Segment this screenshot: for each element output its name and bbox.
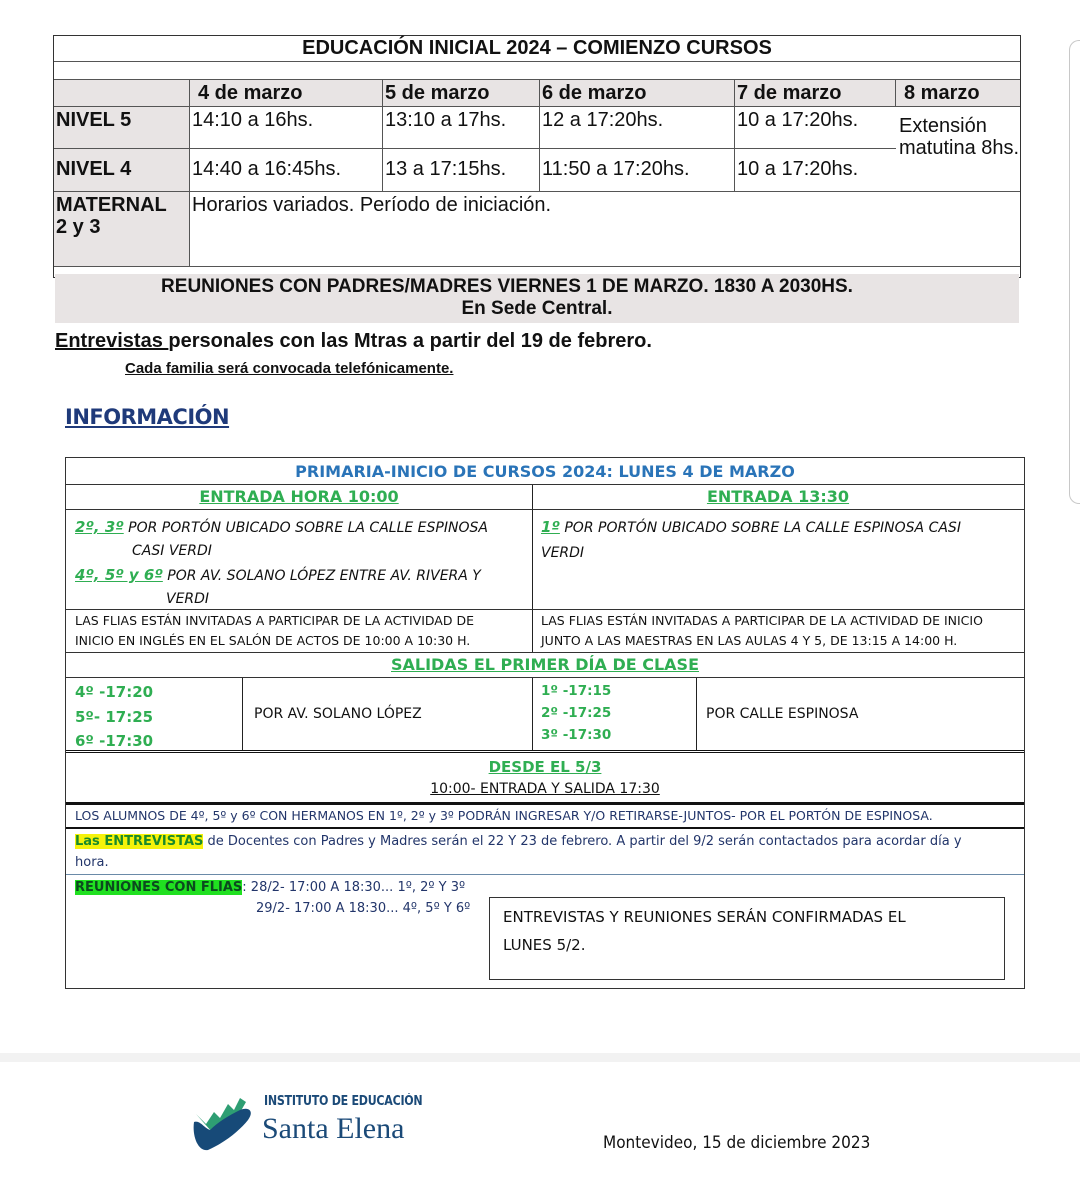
logo-subtitle: INSTITUTO DE EDUCACIÓN — [264, 1094, 423, 1109]
exit-time: 4º -17:20 — [75, 683, 154, 701]
entrada-left-line — [75, 563, 532, 588]
entrevistas-line — [55, 330, 652, 353]
time-cell: 13 a 17:15hs. — [383, 149, 540, 191]
scrollbar[interactable] — [1069, 40, 1080, 504]
grade-1: 1º — [541, 518, 560, 536]
flias-left-line: INICIO EN INGLÉS EN EL SALÓN DE ACTOS DE 10:00 A 10:30 H. — [75, 633, 471, 648]
flias-right — [532, 610, 1024, 652]
entrada-header-row — [66, 485, 1024, 510]
santa-elena-logo-icon — [192, 1092, 260, 1152]
entrada-right-detail — [532, 510, 1024, 609]
flias-left-line: LAS FLIAS ESTÁN INVITADAS A PARTICIPAR DE LA ACTIVIDAD DE — [75, 613, 474, 628]
date-header: 4 de marzo — [190, 80, 383, 106]
flias-row — [66, 610, 1024, 653]
time-cell: 13:10 a 17hs. — [383, 107, 540, 148]
salidas-header-row — [66, 653, 1024, 678]
flias-left — [66, 610, 532, 652]
levels-body — [54, 107, 1020, 192]
entrada-right-label: ENTRADA 13:30 — [706, 487, 850, 506]
maternal-text: Horarios variados. Período de iniciación. — [192, 194, 552, 216]
date-header: 6 de marzo — [540, 80, 735, 106]
entrevistas-text: hora. — [75, 855, 109, 870]
time-cell: 14:10 a 16hs. — [190, 107, 383, 148]
day8-note: Extensión matutina 8hs. — [899, 115, 1020, 159]
date-header: 5 de marzo — [383, 80, 540, 106]
date-header: 7 de marzo — [735, 80, 896, 106]
page-separator — [0, 1053, 1080, 1062]
flias-right-line: JUNTO A LAS MAESTRAS EN LAS AULAS 4 Y 5, DE 13:15 A 14:00 H. — [541, 633, 958, 648]
desde-title-wrap — [66, 753, 1024, 779]
entrada-left-text: POR PORTÓN UBICADO SOBRE LA CALLE ESPINOSA — [123, 520, 488, 536]
maternal-label-line2: 2 y 3 — [56, 216, 101, 238]
maternal-label-line1: MATERNAL — [56, 194, 167, 216]
desde-row — [66, 753, 1024, 805]
primaria-title: PRIMARIA-INICIO DE CURSOS 2024: LUNES 4 DE MARZO — [66, 458, 1024, 485]
entrada-left-line — [75, 515, 532, 540]
header-empty-cell — [54, 80, 190, 106]
salidas-left-via: POR AV. SOLANO LÓPEZ — [254, 706, 422, 722]
dates-header-row — [54, 80, 1020, 107]
exit-time: 6º -17:30 — [75, 732, 154, 750]
informacion-heading: INFORMACIÓN — [65, 405, 230, 429]
maternal-label — [54, 192, 190, 266]
entrada-detail-row — [66, 510, 1024, 610]
reuniones-line1: REUNIONES CON PADRES/MADRES VIERNES 1 DE MARZO. 1830 A 2030HS. — [161, 276, 853, 297]
desde-text: 10:00- ENTRADA Y SALIDA 17:30 — [430, 781, 660, 797]
entrevistas-highlight: Las ENTREVISTAS — [75, 834, 204, 849]
salidas-left-times — [66, 678, 242, 750]
confirm-line: ENTREVISTAS Y REUNIONES SERÁN CONFIRMADAS EL — [503, 908, 906, 926]
entrada-right-header — [532, 485, 1024, 509]
time-cell: 14:40 a 16:45hs. — [190, 149, 383, 191]
levels-rows — [54, 107, 896, 191]
confirm-line: LUNES 5/2. — [503, 936, 586, 954]
entrevistas-underlined: Entrevistas — [55, 330, 169, 352]
entrevistas-text: de Docentes con Padres y Madres serán el 22 Y 23 de febrero. A partir del 9/2 serán contactados para acordar día y — [203, 834, 962, 849]
hermanos-note: LOS ALUMNOS DE 4º, 5º y 6º CON HERMANOS EN 1º, 2º y 3º PODRÁN INGRESAR Y/O RETIRARSE-JUNTOS- POR EL PORTÓN DE ESPINOSA. — [66, 805, 1024, 829]
entrada-left-text: POR AV. SOLANO LÓPEZ ENTRE AV. RIVERA Y — [162, 568, 481, 584]
level-label: NIVEL 4 — [54, 149, 190, 191]
entrevistas-rest: personales con las Mtras a partir del 19 de febrero. — [168, 330, 652, 352]
entrevistas-docentes — [66, 829, 1024, 875]
time-cell: 10 a 17:20hs. — [737, 109, 859, 131]
exit-time: 3º -17:30 — [541, 727, 612, 743]
time-cell: 12 a 17:20hs. — [540, 107, 735, 148]
salidas-right-times — [532, 678, 696, 750]
spacer-row — [54, 62, 1020, 80]
entrada-left-text: VERDI — [166, 591, 210, 607]
entrada-left-label: ENTRADA HORA 10:00 — [199, 487, 399, 506]
reuniones-banner — [55, 274, 1019, 323]
entrada-left-text: CASI VERDI — [132, 543, 212, 559]
date-header: 8 marzo — [896, 80, 1020, 106]
entrada-right-text: POR PORTÓN UBICADO SOBRE LA CALLE ESPINOSA CASI VERDI — [541, 520, 961, 561]
time-cell: 11:50 a 17:20hs. — [540, 149, 735, 191]
maternal-row — [54, 192, 1020, 267]
salidas-title: SALIDAS EL PRIMER DÍA DE CLASE — [391, 655, 699, 674]
salidas-right-via: POR CALLE ESPINOSA — [706, 706, 859, 722]
primaria-table — [65, 457, 1025, 989]
document-date: Montevideo, 15 de diciembre 2023 — [603, 1133, 871, 1153]
reuniones-date-2: 29/2- 17:00 A 18:30... 4º, 5º Y 6º — [256, 901, 471, 916]
entrada-left-detail — [66, 510, 532, 609]
time-cell: 10 a 17:20hs. — [737, 158, 859, 180]
reuniones-line — [75, 877, 1024, 898]
exit-time: 5º- 17:25 — [75, 707, 154, 726]
exit-time: 1º -17:15 — [541, 683, 612, 699]
confirmation-box — [489, 897, 1005, 980]
reuniones-line2: En Sede Central. — [461, 298, 613, 319]
logo-title: Santa Elena — [262, 1112, 405, 1145]
inicial-title: EDUCACIÓN INICIAL 2024 – COMIENZO CURSOS — [54, 36, 1020, 62]
cada-familia-note: Cada familia será convocada telefónicamente. — [125, 360, 454, 377]
grades-4-5-6: 4º, 5º y 6º — [75, 566, 163, 584]
reuniones-date-1: : 28/2- 17:00 A 18:30... 1º, 2º Y 3º — [242, 880, 466, 895]
reuniones-highlight: REUNIONES CON FLIAS — [75, 880, 243, 895]
level-label: NIVEL 5 — [54, 107, 190, 148]
desde-title: DESDE EL 5/3 — [488, 758, 602, 776]
level-row — [54, 107, 896, 149]
exit-time: 2º -17:25 — [541, 705, 612, 721]
grades-2-3: 2º, 3º — [75, 518, 124, 536]
inicial-schedule-table — [53, 35, 1021, 278]
entrada-left-header — [66, 485, 532, 509]
salidas-row — [66, 678, 1024, 753]
flias-right-line: LAS FLIAS ESTÁN INVITADAS A PARTICIPAR DE LA ACTIVIDAD DE INICIO — [541, 613, 983, 628]
level-row — [54, 149, 896, 191]
